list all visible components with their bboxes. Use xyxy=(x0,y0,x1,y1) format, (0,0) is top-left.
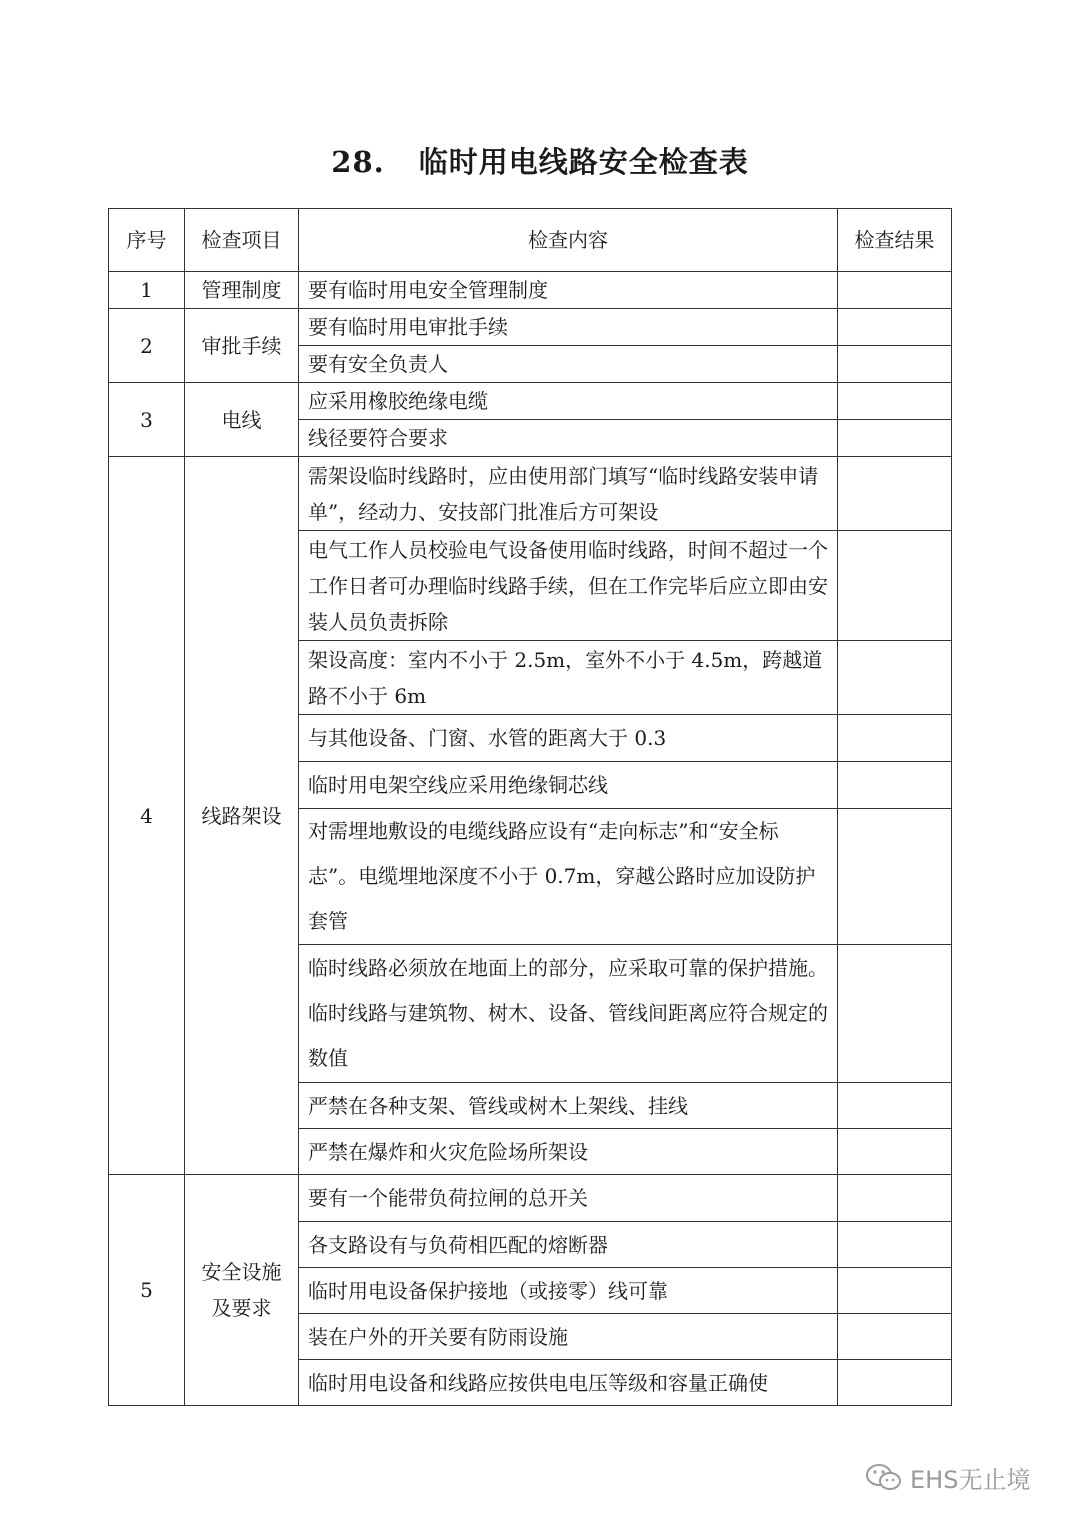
result-cell[interactable] xyxy=(838,1360,952,1406)
row-content: 临时用电设备保护接地（或接零）线可靠 xyxy=(299,1268,838,1314)
title-text: 临时用电线路安全检查表 xyxy=(418,145,749,179)
row-content: 需架设临时线路时，应由使用部门填写“临时线路安装申请单”，经动力、安技部门批准后方可架设 xyxy=(299,457,838,531)
inspection-table xyxy=(108,208,952,1406)
result-cell[interactable] xyxy=(838,272,952,309)
row-content: 临时线路必须放在地面上的部分，应采取可靠的保护措施。临时线路与建筑物、树木、设备、管线间距离应符合规定的数值 xyxy=(299,945,838,1083)
result-cell[interactable] xyxy=(838,420,952,457)
row-item: 电线 xyxy=(185,383,299,457)
row-content: 临时用电架空线应采用绝缘铜芯线 xyxy=(299,762,838,809)
row-content: 电气工作人员校验电气设备使用临时线路，时间不超过一个工作日者可办理临时线路手续，但在工作完毕后应立即由安装人员负责拆除 xyxy=(299,531,838,641)
result-cell[interactable] xyxy=(838,1222,952,1268)
result-cell[interactable] xyxy=(838,945,952,1083)
row-number: 2 xyxy=(109,309,185,383)
wechat-icon xyxy=(864,1462,904,1494)
row-number: 3 xyxy=(109,383,185,457)
result-cell[interactable] xyxy=(838,1268,952,1314)
row-content: 对需埋地敷设的电缆线路应设有“走向标志”和“安全标志”。电缆埋地深度不小于 0.7m，穿越公路时应加设防护套管 xyxy=(299,809,838,945)
header-content: 检查内容 xyxy=(299,209,838,272)
row-content: 临时用电设备和线路应按供电电压等级和容量正确使 xyxy=(299,1360,838,1406)
result-cell[interactable] xyxy=(838,1175,952,1222)
watermark xyxy=(864,1460,1030,1495)
row-content: 与其他设备、门窗、水管的距离大于 0.3 xyxy=(299,715,838,762)
result-cell[interactable] xyxy=(838,531,952,641)
row-content: 线径要符合要求 xyxy=(299,420,838,457)
row-content: 严禁在各种支架、管线或树木上架线、挂线 xyxy=(299,1083,838,1129)
table-row xyxy=(109,1175,952,1222)
result-cell[interactable] xyxy=(838,1314,952,1360)
row-item: 管理制度 xyxy=(185,272,299,309)
row-number: 5 xyxy=(109,1175,185,1406)
row-item: 审批手续 xyxy=(185,309,299,383)
result-cell[interactable] xyxy=(838,715,952,762)
row-content: 装在户外的开关要有防雨设施 xyxy=(299,1314,838,1360)
row-number: 4 xyxy=(109,457,185,1175)
result-cell[interactable] xyxy=(838,1129,952,1175)
result-cell[interactable] xyxy=(838,346,952,383)
row-content: 要有临时用电安全管理制度 xyxy=(299,272,838,309)
row-content: 要有安全负责人 xyxy=(299,346,838,383)
table-row xyxy=(109,457,952,531)
result-cell[interactable] xyxy=(838,641,952,715)
row-content: 要有临时用电审批手续 xyxy=(299,309,838,346)
header-no: 序号 xyxy=(109,209,185,272)
watermark-text: EHS无止境 xyxy=(910,1466,1031,1494)
result-cell[interactable] xyxy=(838,762,952,809)
row-number: 1 xyxy=(109,272,185,309)
result-cell[interactable] xyxy=(838,309,952,346)
result-cell[interactable] xyxy=(838,809,952,945)
row-item: 安全设施及要求 xyxy=(185,1175,299,1406)
row-item: 线路架设 xyxy=(185,457,299,1175)
result-cell[interactable] xyxy=(838,383,952,420)
table-row xyxy=(109,309,952,346)
row-content: 要有一个能带负荷拉闸的总开关 xyxy=(299,1175,838,1222)
header-result: 检查结果 xyxy=(838,209,952,272)
row-content: 应采用橡胶绝缘电缆 xyxy=(299,383,838,420)
row-content: 架设高度：室内不小于 2.5m，室外不小于 4.5m，跨越道路不小于 6m xyxy=(299,641,838,715)
table-row xyxy=(109,272,952,309)
result-cell[interactable] xyxy=(838,1083,952,1129)
row-content: 各支路设有与负荷相匹配的熔断器 xyxy=(299,1222,838,1268)
document-title xyxy=(0,140,1080,181)
row-content: 严禁在爆炸和火灾危险场所架设 xyxy=(299,1129,838,1175)
title-number: 28. xyxy=(331,145,385,179)
header-item: 检查项目 xyxy=(185,209,299,272)
table-row xyxy=(109,383,952,420)
header-row xyxy=(109,209,952,272)
result-cell[interactable] xyxy=(838,457,952,531)
